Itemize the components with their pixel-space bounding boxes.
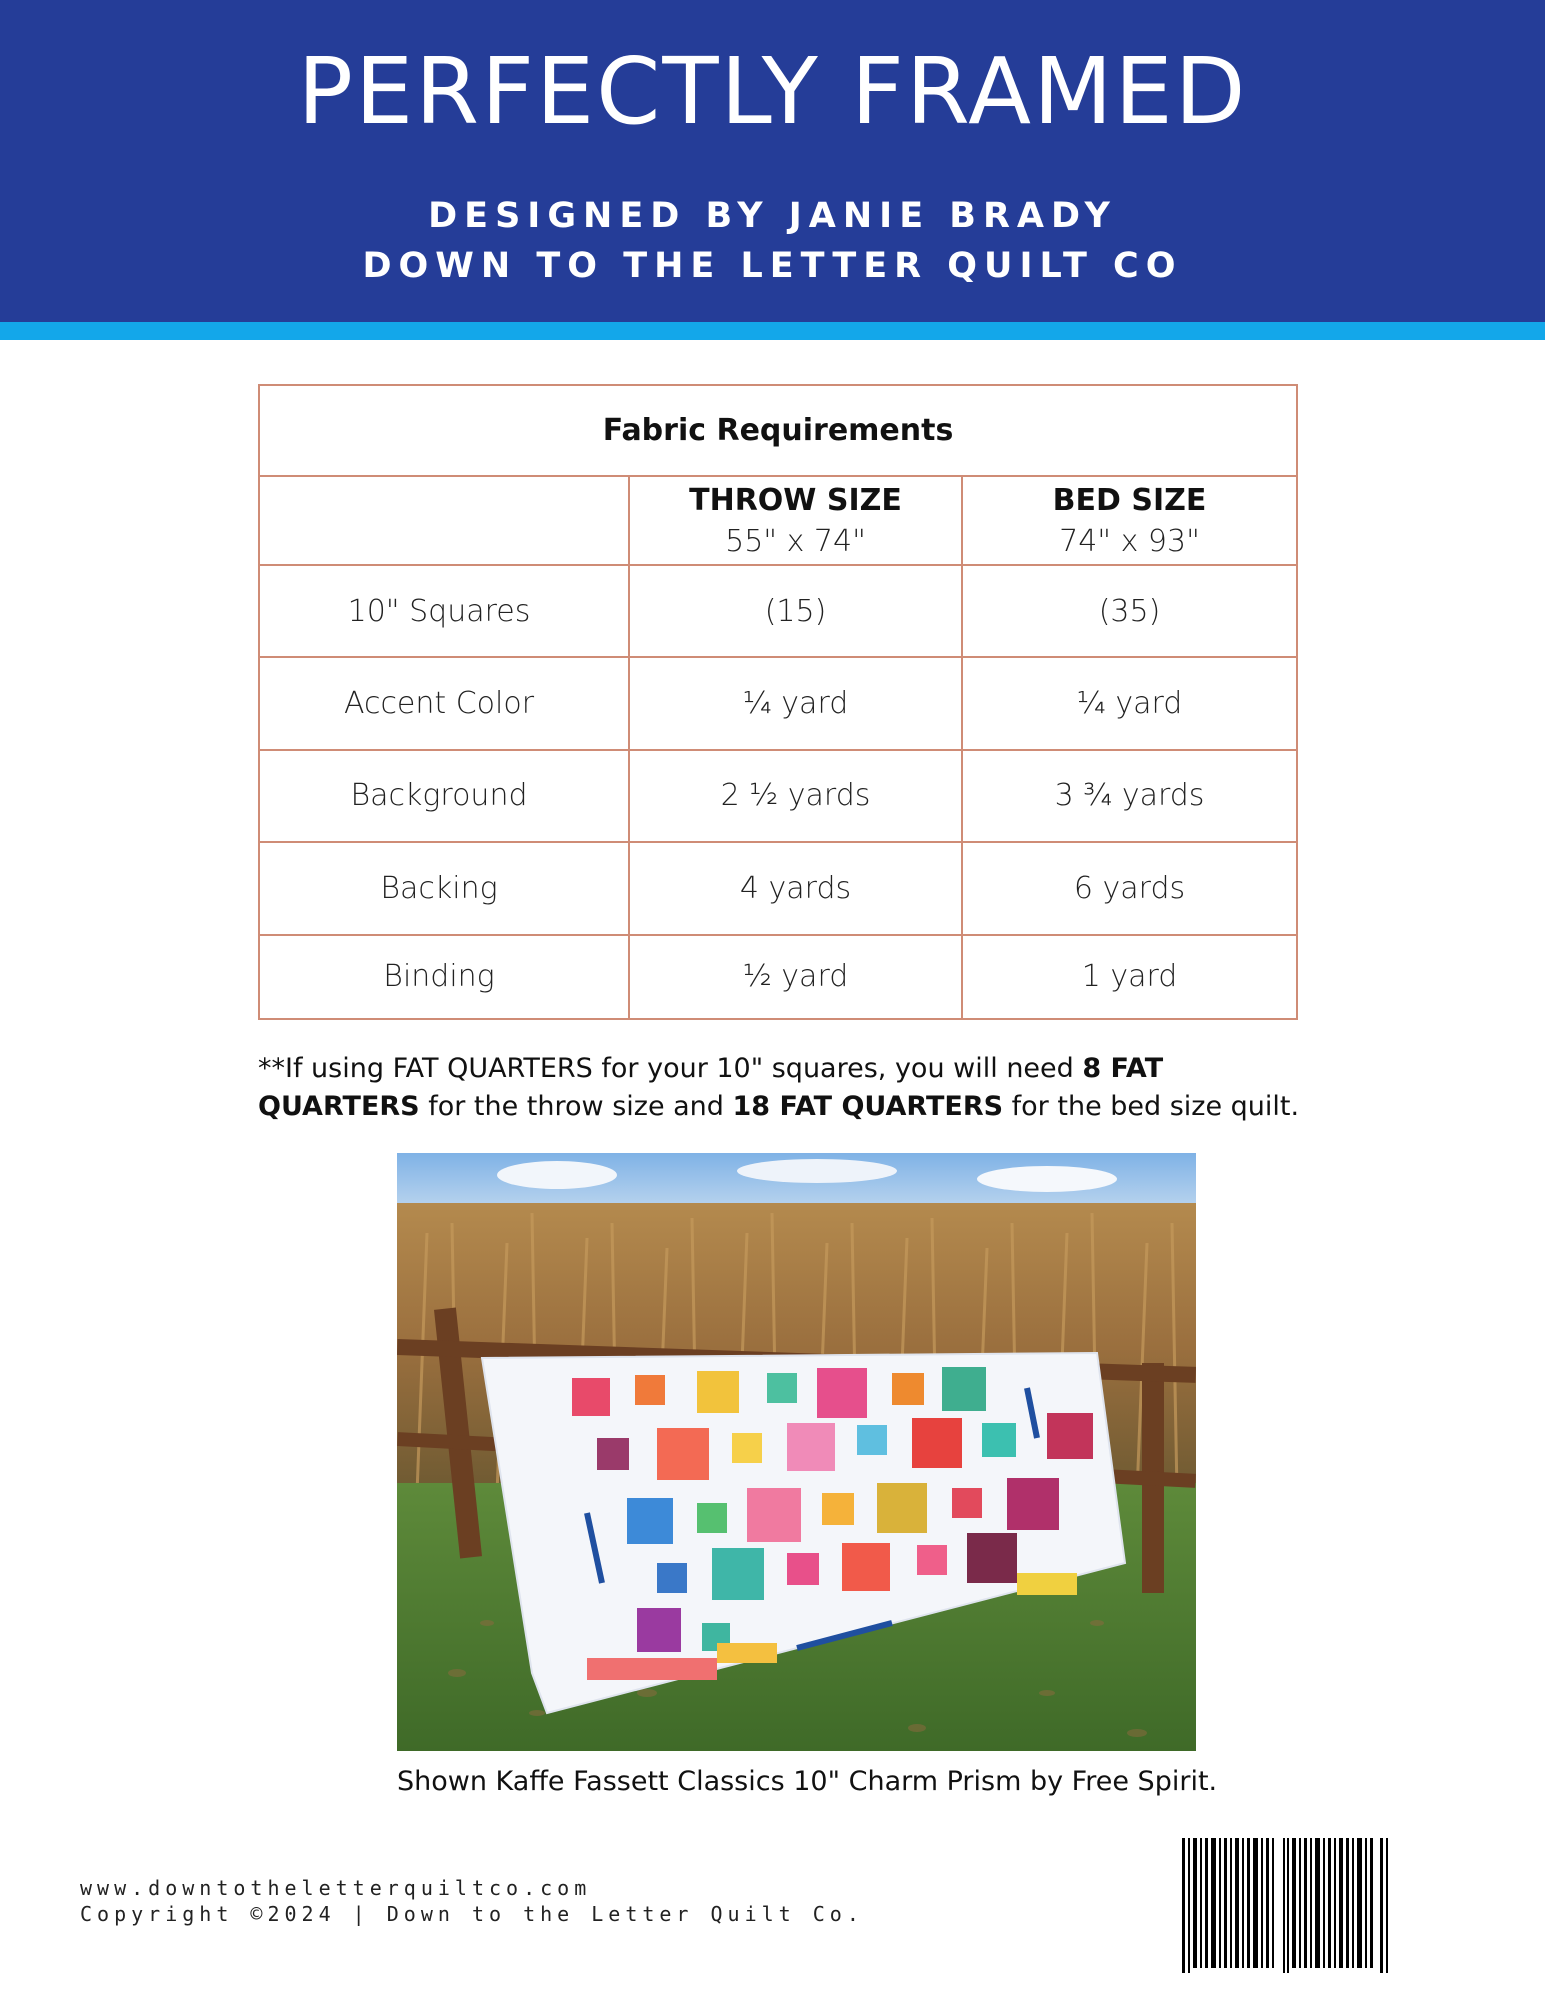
throw-size-header	[629, 476, 962, 565]
company-line: DOWN TO THE LETTER QUILT CO	[362, 246, 1183, 286]
bed-value: 6 yards	[962, 842, 1297, 935]
fabric-requirements-table	[258, 384, 1298, 1020]
note-text: for the throw size and	[419, 1091, 733, 1122]
header-accent-stripe	[0, 322, 1545, 340]
bed-size-header	[962, 476, 1297, 565]
row-label: Accent Color	[259, 657, 629, 749]
table-row	[259, 842, 1297, 935]
bed-value: (35)	[962, 565, 1297, 657]
copyright-line: Copyright ©2024 | Down to the Letter Quilt Co.	[80, 1902, 864, 1926]
table-title: Fabric Requirements	[259, 385, 1297, 476]
throw-size-label: THROW SIZE	[689, 482, 902, 518]
note-text: **If using FAT QUARTERS for your 10" squares, you will need	[258, 1053, 1083, 1084]
pattern-title: PERFECTLY FRAMED	[297, 38, 1248, 145]
row-label: 10" Squares	[259, 565, 629, 657]
note-emphasis: 8 FAT QUARTERS	[258, 1053, 1164, 1122]
table-header-row	[259, 476, 1297, 565]
table-title-row	[259, 385, 1297, 476]
throw-value: 2 ½ yards	[629, 750, 962, 842]
table-row	[259, 935, 1297, 1019]
row-label: Backing	[259, 842, 629, 935]
bed-size-label: BED SIZE	[1052, 482, 1207, 518]
table-row	[259, 565, 1297, 657]
bed-value: 1 yard	[962, 935, 1297, 1019]
row-label: Background	[259, 750, 629, 842]
quilt-photo	[397, 1153, 1196, 1751]
note-text: for the bed size quilt.	[1003, 1091, 1300, 1122]
bed-value: ¼ yard	[962, 657, 1297, 749]
website-url: www.downtotheletterquiltco.com	[80, 1876, 592, 1900]
throw-value: ¼ yard	[629, 657, 962, 749]
bed-value: 3 ¾ yards	[962, 750, 1297, 842]
barcode	[1180, 1838, 1395, 1990]
designer-line: DESIGNED BY JANIE BRADY	[428, 196, 1117, 236]
throw-value: 4 yards	[629, 842, 962, 935]
table-row	[259, 657, 1297, 749]
fat-quarters-note	[258, 1050, 1318, 1126]
throw-value: (15)	[629, 565, 962, 657]
row-label: Binding	[259, 935, 629, 1019]
throw-value: ½ yard	[629, 935, 962, 1019]
header-empty-cell	[259, 476, 629, 565]
throw-size-dims: 55" x 74"	[725, 523, 866, 559]
note-emphasis: 18 FAT QUARTERS	[732, 1091, 1004, 1122]
bed-size-dims: 74" x 93"	[1059, 523, 1200, 559]
table-row	[259, 750, 1297, 842]
photo-caption: Shown Kaffe Fassett Classics 10" Charm Prism by Free Spirit.	[397, 1766, 1218, 1797]
